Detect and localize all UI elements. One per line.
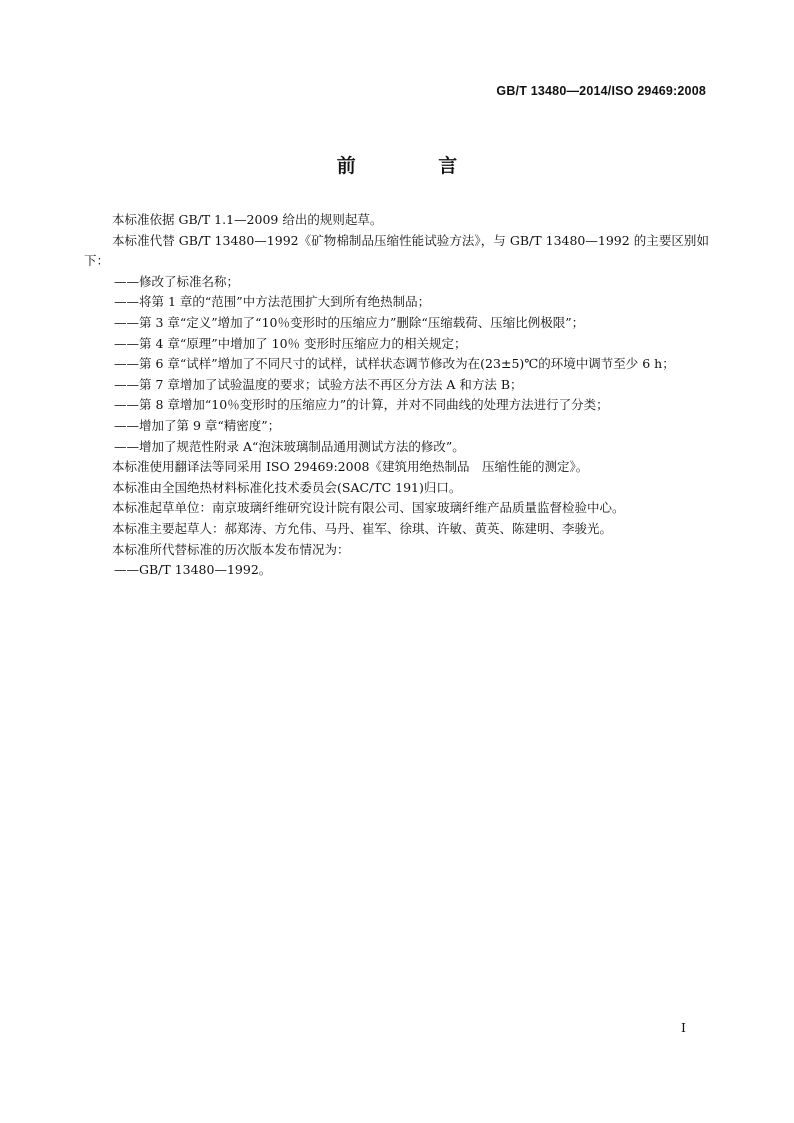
change-item: ——第 7 章增加了试验温度的要求；试验方法不再区分方法 A 和方法 B； (114, 376, 523, 392)
page-number: I (681, 1020, 686, 1035)
change-item: ——修改了标准名称； (114, 273, 240, 289)
change-item: ——第 3 章“定义”增加了“10％变形时的压缩应力”删除“压缩载荷、压缩比例极限”； (114, 314, 585, 330)
paragraph-drafters: 本标准主要起草人：郝郑涛、方允伟、马丹、崔军、徐琪、许敏、黄英、陈建明、李骏光。 (112, 520, 613, 536)
paragraph-history-intro: 本标准所代替标准的历次版本发布情况为： (112, 541, 350, 557)
paragraph-drafting-units: 本标准起草单位：南京玻璃纤维研究设计院有限公司、国家玻璃纤维产品质量监督检验中心。 (112, 500, 625, 516)
history-item: ——GB/T 13480—1992。 (114, 562, 272, 578)
change-item: ——增加了第 9 章“精密度”； (114, 417, 281, 433)
change-item: ——将第 1 章的“范围”中方法范围扩大到所有绝热制品； (114, 294, 431, 310)
change-item: ——第 8 章增加“10％变形时的压缩应力”的计算，并对不同曲线的处理方法进行了分类； (114, 397, 609, 413)
paragraph-drafting-rules: 本标准依据 GB/T 1.1—2009 给出的规则起草。 (112, 212, 383, 227)
change-item: ——第 6 章“试样”增加了不同尺寸的试样，试样状态调节修改为在(23±5)℃的环境中调节至少 6 h； (114, 356, 675, 372)
change-item: ——第 4 章“原理”中增加了 10％ 变形时压缩应力的相关规定； (114, 335, 467, 351)
paragraph-replaces: 本标准代替 GB/T 13480—1992《矿物棉制品压缩性能试验方法》，与 GB/T 13480—1992 的主要区别如下： (84, 232, 709, 269)
change-item: ——增加了规范性附录 A“泡沫玻璃制品通用测试方法的修改”。 (114, 438, 465, 454)
paragraph-committee: 本标准由全国绝热材料标准化技术委员会(SAC/TC 191)归口。 (112, 479, 462, 495)
document-body (84, 210, 709, 581)
page-title: 前 言 (336, 155, 496, 177)
paragraph-adoption: 本标准使用翻译法等同采用 ISO 29469:2008《建筑用绝热制品 压缩性能的测定》。 (112, 459, 589, 475)
standard-code-header: GB/T 13480—2014/ISO 29469:2008 (496, 84, 706, 98)
